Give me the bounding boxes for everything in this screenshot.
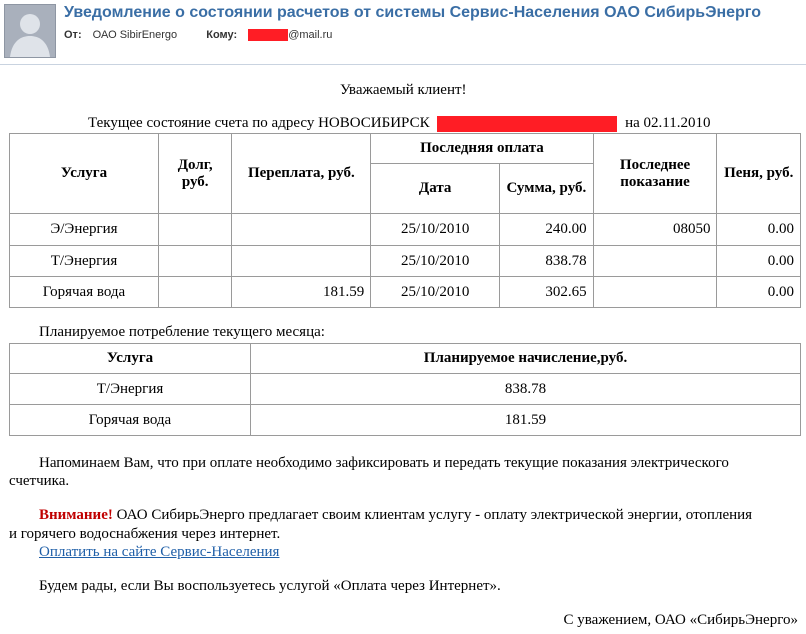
cell-sum: 240.00: [500, 214, 594, 246]
email-subject: Уведомление о состоянии расчетов от системы Сервис-Населения ОАО СибирьЭнерго: [64, 4, 762, 21]
table-row: [10, 374, 801, 405]
cell-planned-charge: 181.59: [251, 405, 801, 436]
cell-planned-charge: 838.78: [251, 374, 801, 405]
cell-debt: [158, 277, 231, 308]
col-last-payment: Последняя оплата: [371, 134, 593, 164]
cell-penalty: 0.00: [717, 214, 801, 246]
cell-sum: 838.78: [500, 246, 594, 277]
cell-planned-service: Т/Энергия: [10, 374, 251, 405]
cell-overpay: [232, 246, 371, 277]
attention-label: Внимание!: [39, 507, 113, 523]
cell-service: Горячая вода: [10, 277, 159, 308]
redacted-address: [437, 116, 617, 132]
col-planned-charge: Планируемое начисление,руб.: [251, 344, 801, 374]
pay-online-link[interactable]: Оплатить на сайте Сервис-Населения: [39, 544, 280, 560]
sender-avatar-icon: [4, 4, 56, 58]
email-meta: [64, 29, 332, 41]
cell-reading: [593, 246, 717, 277]
col-date: Дата: [371, 164, 500, 214]
table-row: [10, 405, 801, 436]
from-label: От:: [64, 29, 82, 41]
cell-overpay: 181.59: [232, 277, 371, 308]
reminder-line-1: Напоминаем Вам, что при оплате необходимо зафиксировать и передать текущие показания электрического: [39, 455, 729, 471]
status-suffix: на 02.11.2010: [625, 115, 711, 131]
planned-caption: Планируемое потребление текущего месяца:: [39, 324, 325, 340]
col-penalty: Пеня, руб.: [717, 134, 801, 214]
cell-date: 25/10/2010: [371, 246, 500, 277]
status-line: [88, 115, 710, 132]
closing-note: Будем рады, если Вы воспользуетесь услугой «Оплата через Интернет».: [39, 578, 501, 594]
cell-reading: [593, 277, 717, 308]
cell-sum: 302.65: [500, 277, 594, 308]
to-label: Кому:: [206, 29, 238, 41]
signature: С уважением, ОАО «СибирьЭнерго»: [563, 612, 798, 628]
email-header: [0, 0, 806, 65]
col-sum: Сумма, руб.: [500, 164, 594, 214]
reminder-line-2: счетчика.: [9, 473, 70, 489]
col-last-reading: Последнее показание: [593, 134, 717, 214]
cell-service: Э/Энергия: [10, 214, 159, 246]
table-row: [10, 277, 801, 308]
attention-line-2: и горячего водоснабжения через интернет.: [9, 526, 281, 542]
greeting: Уважаемый клиент!: [340, 82, 467, 98]
cell-penalty: 0.00: [717, 246, 801, 277]
attention-line-1: [39, 507, 752, 524]
col-planned-service: Услуга: [10, 344, 251, 374]
cell-debt: [158, 246, 231, 277]
accounts-table: [9, 133, 801, 308]
status-prefix: Текущее состояние счета по адресу НОВОСИБИРСК: [88, 115, 430, 131]
cell-penalty: 0.00: [717, 277, 801, 308]
cell-overpay: [232, 214, 371, 246]
cell-date: 25/10/2010: [371, 277, 500, 308]
col-debt: Долг, руб.: [158, 134, 231, 214]
to-value[interactable]: @mail.ru: [288, 29, 333, 41]
table-row: [10, 214, 801, 246]
col-service: Услуга: [10, 134, 159, 214]
cell-planned-service: Горячая вода: [10, 405, 251, 436]
redacted-recipient: [248, 29, 288, 41]
cell-reading: 08050: [593, 214, 717, 246]
cell-service: Т/Энергия: [10, 246, 159, 277]
cell-date: 25/10/2010: [371, 214, 500, 246]
cell-debt: [158, 214, 231, 246]
table-row: [10, 246, 801, 277]
col-overpay: Переплата, руб.: [232, 134, 371, 214]
from-value[interactable]: ОАО SibirEnergo: [92, 29, 178, 41]
attention-text: ОАО СибирьЭнерго предлагает своим клиентам услугу - оплату электрической энергии, отопления: [112, 507, 753, 523]
planned-table: [9, 343, 801, 436]
